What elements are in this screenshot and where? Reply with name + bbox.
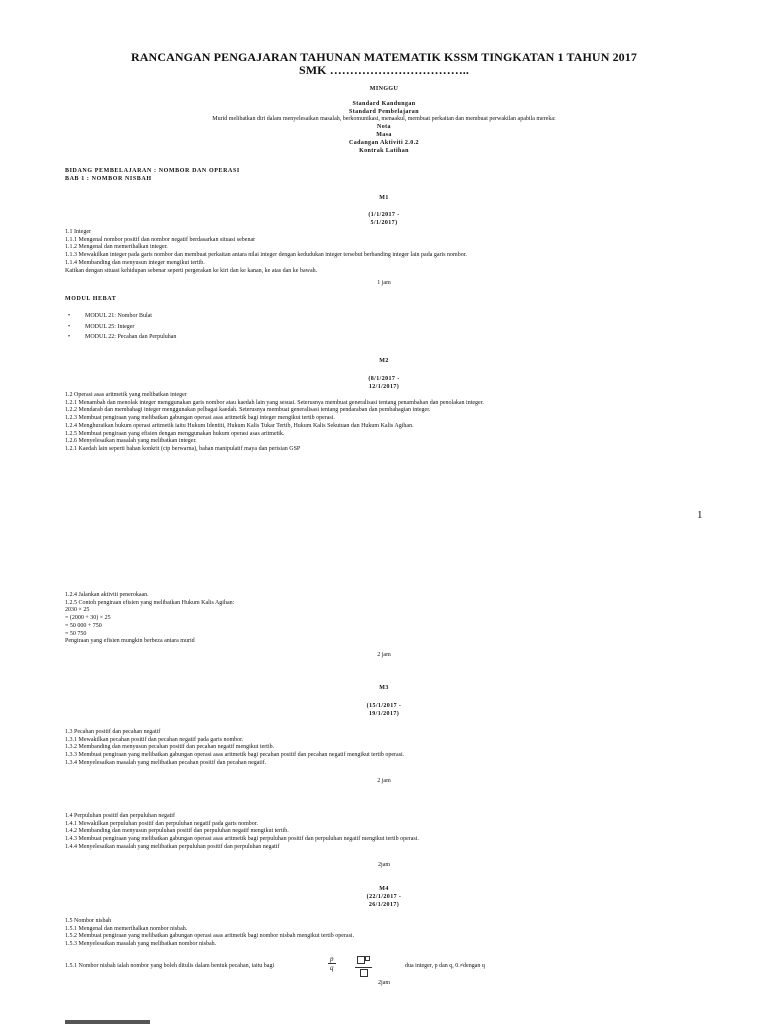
week-m3-label: M3 [379,685,389,691]
bullet-icon: • [68,334,71,340]
text-line: 1.3 Pecahan positif dan pecahan negatif [65,729,161,735]
week-m2-content [65,392,484,454]
text-line: = 50 000 + 750 [65,622,102,629]
week-m1-date-start: (1/1/2017 - [368,212,400,218]
text-line: 1.2.5 Membuat pengiraan yang efisien dengan menggunakan hukum operasi asas aritmetik. [65,430,285,437]
week-m3-time: 2 jam [377,778,391,784]
week-m2-label: M2 [379,358,389,364]
kontrak-label: Kontrak Latihan [359,148,409,154]
text-line: 1.5 Nombor nisbah [65,918,112,924]
page-number: 1 [697,509,703,521]
text-line: 1.4.3 Membuat pengiraan yang melibatkan gabungan operasi asas aritmetik bagi perpuluhan positif dan perpuluhan negatif mengikut tertib operasi. [65,836,419,843]
text-line: 1.2.2 Mendarab dan membahagi integer menggunakan pelbagai kaedah. Seterusnya membuat generalisasi tentang pendaraban dan pembahagian integer. [65,407,431,414]
nombor-nisbah-note: 1.5.1 Nombor nisbah ialah nombor yang boleh ditulis dalam bentuk pecahan, iaitu bagi [65,963,275,969]
week-m4-date-start: (22/1/2017 - [366,894,402,900]
week-m2-time: 2 jam [377,652,391,658]
modul-item-label: MODUL 22: Pecahan dan Perpuluhan [85,334,177,340]
text-line: 1.5.3 Menyelesaikan masalah yang melibatkan nombor nisbah. [65,941,217,948]
modul-item-label: MODUL 25: Integer [85,323,135,330]
minggu-label: MINGGU [369,86,399,92]
text-line: 1.3.1 Mewakilkan pecahan positif dan pecahan negatif pada garis nombor. [65,736,244,743]
list-item [65,311,176,322]
week-m3-date-start: (15/1/2017 - [366,703,402,709]
bidang-heading: BIDANG PEMBELAJARAN : NOMBOR DAN OPERASI [65,168,240,174]
cadangan-label: Cadangan Aktiviti 2.0.2 [349,140,419,146]
text-line: 1.2.5 Contoh pengiraan efisien yang melibatkan Hukum Kalis Agihan: [65,599,235,606]
week-m3-content-continued [65,813,419,852]
modul-item-label: MODUL 21: Nombor Bulat [85,313,152,319]
header-description: Murid melibatkan diri dalam menyelesaikan masalah, berkomunikasi, menaakul, membuat perkaitan dan membuat perwakilan apabila mereka: [212,116,556,122]
text-line: 1.3.4 Menyelesaikan masalah yang melibatkan pecahan positif dan pecahan negatif. [65,759,267,766]
nombor-nisbah-note-tail: dua integer, p dan q, 0.≠dengan q [405,963,485,969]
week-m2-content-continued [65,592,234,646]
school-name: SMK …………………………….. [298,63,470,77]
text-line: 1.4.4 Menyelesaikan masalah yang melibatkan perpuluhan positif dan perpuluhan negatif [65,843,280,850]
text-line: 1.2.4 Jalankan aktiviti penerokaan. [65,592,149,598]
text-line: = 50 750 [65,630,87,637]
week-m2-date-end: 12/1/2017) [368,384,400,390]
text-line: 1.5.1 Mengenal dan memerihalkan nombor nisbah. [65,925,188,932]
text-line: 1.1.1 Mengenal nombor positif dan nombor negatif berdasarkan situasi sebenar [65,236,256,243]
week-m3-time-b: 2jam [378,862,390,868]
text-line: 1.1.2 Mengenal dan memerihalkan integer. [65,244,168,251]
text-line: 1.2 Operasi asas aritmetik yang melibatkan integer [65,392,187,398]
text-line: 1.5.2 Membuat pengiraan yang melibatkan gabungan operasi asas aritmetik bagi nombor nisbah mengikut tertib operasi. [65,933,355,940]
standard-pembelajaran-label: Standard Pembelajaran [349,109,419,115]
text-line: Kaitkan dengan situasi kehidupan sebenar seperti pergerakan ke kiri dan ke kanan, ke atas dan ke bawah. [65,267,318,274]
week-m3-date-end: 19/1/2017) [368,711,400,717]
text-line: 1.2.1 Kaedah lain seperti bahan konkrit (cip berwarna), bahan manipulatif maya dan perisian GSP [65,445,301,452]
text-line: = (2000 + 30) × 25 [65,615,111,622]
text-line: 1.1.3 Mewakilkan integer pada garis nombor dan membuat perkaitan antara nilai integer dengan kedudukan integer tersebut berbanding integer lain pada garis nombor. [65,252,467,259]
text-line: Pengiraan yang efisien mungkin berbeza antara murid [65,638,195,645]
text-line: 2030 × 25 [65,607,90,614]
fraction-p-over-q [328,955,336,972]
week-m3-content [65,729,404,768]
text-line: 1.2.6 Menyelesaikan masalah yang melibatkan integer. [65,438,197,445]
text-line: 1.2.3 Membuat pengiraan yang melibatkan gabungan operasi asas aritmetik bagi integer mengikut tertib operasi. [65,415,335,422]
cutoff-heading [65,1020,150,1024]
list-item [65,332,176,343]
modul-list [65,311,176,343]
week-m4-label: M4 [379,886,389,892]
week-m4-content [65,918,354,949]
document-title: RANCANGAN PENGAJARAN TAHUNAN MATEMATIK KSSM TINGKATAN 1 TAHUN 2017 [131,50,637,64]
fraction-denominator: q [330,964,334,972]
text-line: 1.4.2 Membanding dan menyusun perpuluhan positif dan perpuluhan negatif mengikut tertib. [65,828,289,835]
list-item [65,322,176,333]
text-line: 1.4 Perpuluhan positif dan perpuluhan negatif [65,813,175,819]
modul-heading: MODUL HEBAT [65,296,117,302]
bab-heading: BAB 1 : NOMBOR NISBAH [65,176,152,182]
week-m2-date-start: (8/1/2017 - [368,376,400,382]
text-line: 1.2.1 Menambah dan menolak integer menggunakan garis nombor atau kaedah lain yang sesuai. Seterusnya membuat generalisasi tentang penambahan dan penolakan integer. [65,399,484,406]
placeholder-fraction-icon [355,956,372,979]
standard-kandungan-label: Standard Kandungan [352,101,416,107]
bullet-icon: • [68,323,71,330]
week-m1-time: 1 jam [377,280,391,286]
week-m4-time: 2jam [378,980,390,986]
fraction-numerator: p [330,955,334,963]
text-line: 1.4.1 Mewakilkan perpuluhan positif dan perpuluhan negatif pada garis nombor. [65,820,258,827]
text-line: 1.1 Integer [65,229,91,235]
nota-label: Nota [377,124,391,130]
week-m1-date-end: 5/1/2017) [370,220,398,226]
text-line: 1.3.2 Membanding dan menyusun pecahan positif dan pecahan negatif mengikut tertib. [65,744,275,751]
text-line: 1.2.4 Menghuraikan hukum operasi aritmetik iaitu Hukum Identiti, Hukum Kalis Tukar Tertib, Hukum Kalis Sekutuan dan Hukum Kalis Agihan. [65,422,414,429]
text-line: 1.3.3 Membuat pengiraan yang melibatkan gabungan operasi asas aritmetik bagi pecahan positif dan pecahan negatif mengikut tertib operasi. [65,752,405,759]
week-m1-label: M1 [379,195,389,201]
bullet-icon: • [68,313,71,319]
masa-label: Masa [376,132,392,138]
week-m1-content [65,229,467,275]
text-line: 1.1.4 Membanding dan menyusun integer mengikut tertib. [65,259,205,266]
week-m4-date-end: 26/1/2017) [368,902,400,908]
